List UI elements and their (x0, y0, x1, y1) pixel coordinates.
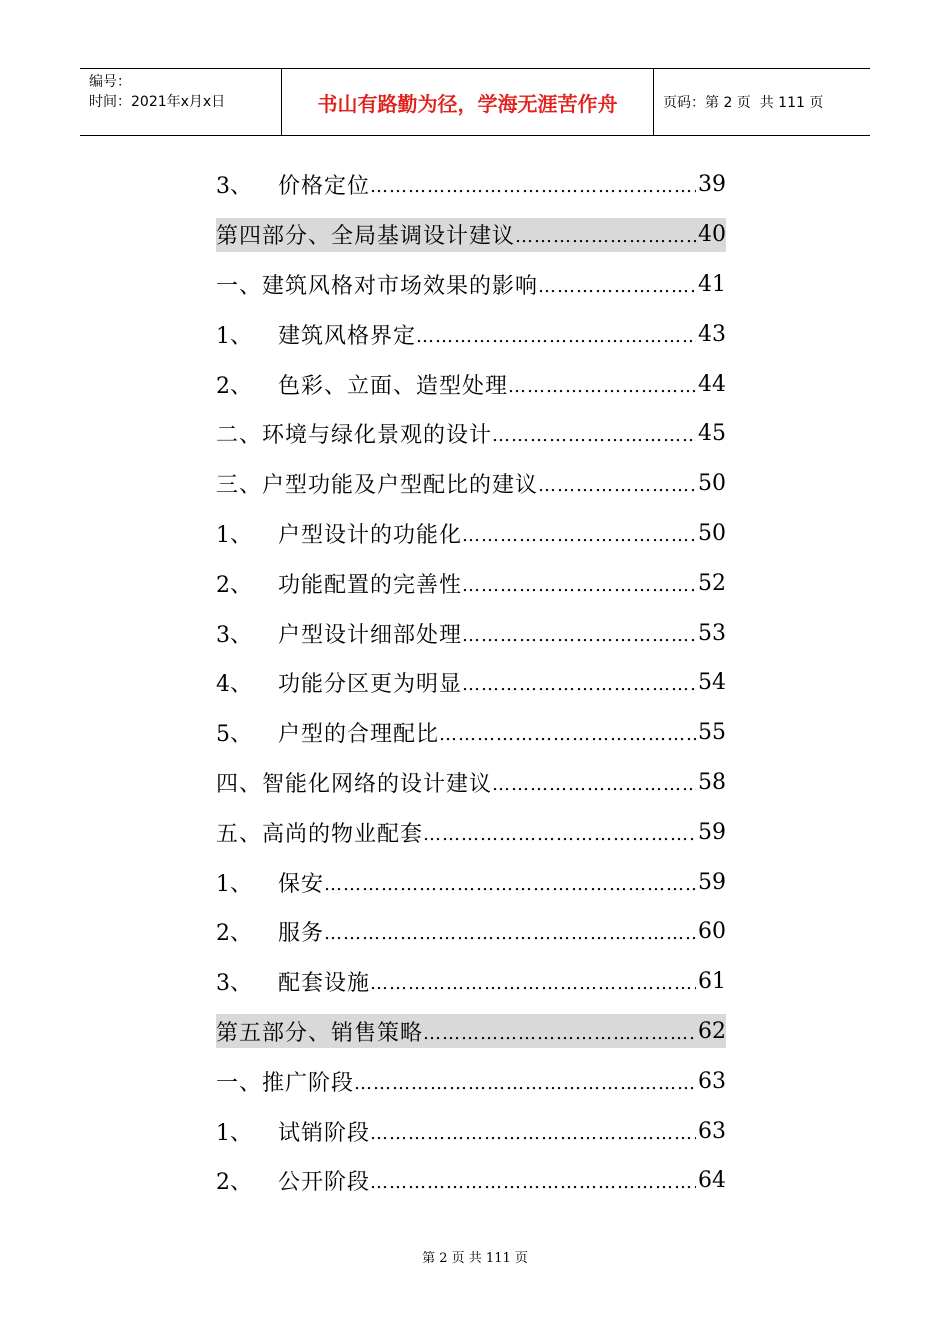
toc-entry-page: 60 (698, 919, 726, 945)
toc-leader-dots (416, 322, 696, 347)
toc-leader-dots (538, 471, 696, 496)
toc-entry-line (216, 1164, 726, 1198)
toc-entry-number: 2、 (216, 1170, 252, 1196)
toc-leader-dots (492, 421, 696, 446)
toc-entry-page: 59 (698, 869, 726, 895)
toc-leader-dots (462, 670, 696, 695)
toc-entry-title: 第五部分、销售策略 (216, 1020, 424, 1046)
toc-entry-title: 功能分区更为明显 (278, 672, 463, 698)
toc-entry-line (216, 965, 726, 999)
toc-entry-title: 试销阶段 (278, 1120, 371, 1146)
toc-entry-title: 三、户型功能及户型配比的建议 (216, 473, 539, 499)
toc-entry-page: 41 (698, 271, 726, 297)
toc-entry[interactable] (216, 1007, 726, 1057)
toc-entry-line (216, 566, 726, 600)
toc-entry-number: 1、 (216, 323, 252, 349)
toc-leader-dots (370, 1168, 696, 1193)
toc-entry-line (216, 616, 726, 650)
toc-entry[interactable] (216, 907, 726, 957)
toc-leader-dots (370, 1119, 696, 1144)
toc-entry-line (216, 367, 726, 401)
toc-entry-page: 40 (698, 222, 726, 248)
toc-leader-dots (423, 820, 696, 845)
toc-entry[interactable] (216, 758, 726, 808)
toc-entry-line (216, 915, 726, 949)
toc-entry[interactable] (216, 409, 726, 459)
toc-entry-title: 户型设计细部处理 (278, 622, 463, 648)
toc-entry-page: 50 (698, 520, 726, 546)
toc-entry-title: 保安 (278, 871, 325, 897)
toc-entry[interactable] (216, 1056, 726, 1106)
toc-entry-title: 户型设计的功能化 (278, 522, 463, 548)
toc-entry-number: 3、 (216, 622, 252, 648)
toc-entry-line (216, 1014, 726, 1048)
toc-entry-line (216, 267, 726, 301)
toc-entry-page: 63 (698, 1118, 726, 1144)
toc-entry-title: 一、推广阶段 (216, 1070, 355, 1096)
toc-entry-title: 户型的合理配比 (278, 722, 440, 748)
toc-entry-title: 五、高尚的物业配套 (216, 821, 424, 847)
toc-entry-page: 43 (698, 321, 726, 347)
toc-entry-title: 配套设施 (278, 971, 371, 997)
toc-leader-dots (508, 372, 696, 397)
toc-entry-page: 45 (698, 421, 726, 447)
toc-entry[interactable] (216, 359, 726, 409)
toc-entry-title: 功能配置的完善性 (278, 572, 463, 598)
toc-entry-number: 1、 (216, 1120, 252, 1146)
toc-entry-number: 1、 (216, 871, 252, 897)
toc-leader-dots (324, 919, 696, 944)
toc-entry-page: 62 (698, 1018, 726, 1044)
toc-entry-number: 3、 (216, 971, 252, 997)
toc-leader-dots (324, 870, 696, 895)
toc-entry-page: 50 (698, 471, 726, 497)
toc-leader-dots (492, 770, 696, 795)
toc-leader-dots (462, 521, 696, 546)
toc-leader-dots (515, 222, 696, 247)
toc-entry[interactable] (216, 957, 726, 1007)
header-meta (80, 69, 282, 135)
toc-entry-number: 3、 (216, 174, 252, 200)
table-of-contents (216, 160, 726, 1206)
toc-entry-page: 53 (698, 620, 726, 646)
toc-entry[interactable] (216, 1156, 726, 1206)
toc-entry-line (216, 765, 726, 799)
toc-entry-page: 61 (698, 969, 726, 995)
page-footer: 第 2 页 共 111 页 (422, 1251, 528, 1266)
page-header (80, 68, 870, 136)
toc-entry-line (216, 716, 726, 750)
toc-entry[interactable] (216, 558, 726, 608)
toc-leader-dots (462, 571, 696, 596)
toc-entry-line (216, 218, 726, 252)
toc-leader-dots (538, 272, 696, 297)
toc-entry-page: 63 (698, 1068, 726, 1094)
toc-entry-line (216, 317, 726, 351)
toc-entry-page: 54 (698, 670, 726, 696)
toc-entry-page: 58 (698, 769, 726, 795)
toc-entry-line (216, 865, 726, 899)
toc-entry-line (216, 815, 726, 849)
toc-entry-number: 2、 (216, 572, 252, 598)
toc-entry-number: 4、 (216, 672, 252, 698)
toc-entry[interactable] (216, 857, 726, 907)
toc-entry-title: 公开阶段 (278, 1170, 371, 1196)
toc-entry[interactable] (216, 160, 726, 210)
toc-entry[interactable] (216, 260, 726, 310)
toc-entry-page: 39 (698, 172, 726, 198)
toc-entry-number: 1、 (216, 522, 252, 548)
toc-entry-line (216, 666, 726, 700)
toc-entry-page: 59 (698, 819, 726, 845)
toc-entry-title: 四、智能化网络的设计建议 (216, 771, 493, 797)
toc-entry[interactable] (216, 608, 726, 658)
toc-leader-dots (354, 1069, 696, 1094)
toc-entry-line (216, 417, 726, 451)
toc-entry-title: 服务 (278, 921, 325, 947)
toc-entry-number: 2、 (216, 373, 252, 399)
header-page-info (654, 69, 870, 135)
toc-leader-dots (423, 1019, 696, 1044)
toc-entry-title: 第四部分、全局基调设计建议 (216, 224, 516, 250)
toc-entry-title: 二、环境与绿化景观的设计 (216, 423, 493, 449)
serial-label: 编号： (89, 74, 131, 90)
toc-entry-line (216, 1114, 726, 1148)
toc-leader-dots (370, 969, 696, 994)
toc-entry-title: 一、建筑风格对市场效果的影响 (216, 273, 539, 299)
toc-entry-page: 44 (698, 371, 726, 397)
toc-entry[interactable] (216, 309, 726, 359)
toc-entry-line (216, 168, 726, 202)
toc-entry-line (216, 1064, 726, 1098)
toc-leader-dots (462, 621, 696, 646)
toc-entry-line (216, 467, 726, 501)
toc-entry[interactable] (216, 210, 726, 260)
time-label: 时间：2021年x月x日 (89, 94, 226, 110)
toc-entry[interactable] (216, 1106, 726, 1156)
toc-entry-page: 55 (698, 720, 726, 746)
toc-entry-number: 2、 (216, 921, 252, 947)
toc-entry-line (216, 516, 726, 550)
header-motto: 书山有路勤为径，学海无涯苦作舟 (282, 69, 654, 135)
toc-leader-dots (439, 720, 696, 745)
toc-entry[interactable] (216, 509, 726, 559)
toc-entry[interactable] (216, 658, 726, 708)
toc-leader-dots (370, 172, 696, 197)
toc-entry-page: 52 (698, 570, 726, 596)
toc-entry-page: 64 (698, 1168, 726, 1194)
toc-entry[interactable] (216, 459, 726, 509)
toc-entry-number: 5、 (216, 722, 252, 748)
toc-entry-title: 价格定位 (278, 174, 371, 200)
toc-entry-title: 色彩、立面、造型处理 (278, 373, 509, 399)
toc-entry-title: 建筑风格界定 (278, 323, 417, 349)
page-info-text: 页码：第 2 页 共 111 页 (663, 95, 824, 111)
toc-entry[interactable] (216, 807, 726, 857)
toc-entry[interactable] (216, 708, 726, 758)
